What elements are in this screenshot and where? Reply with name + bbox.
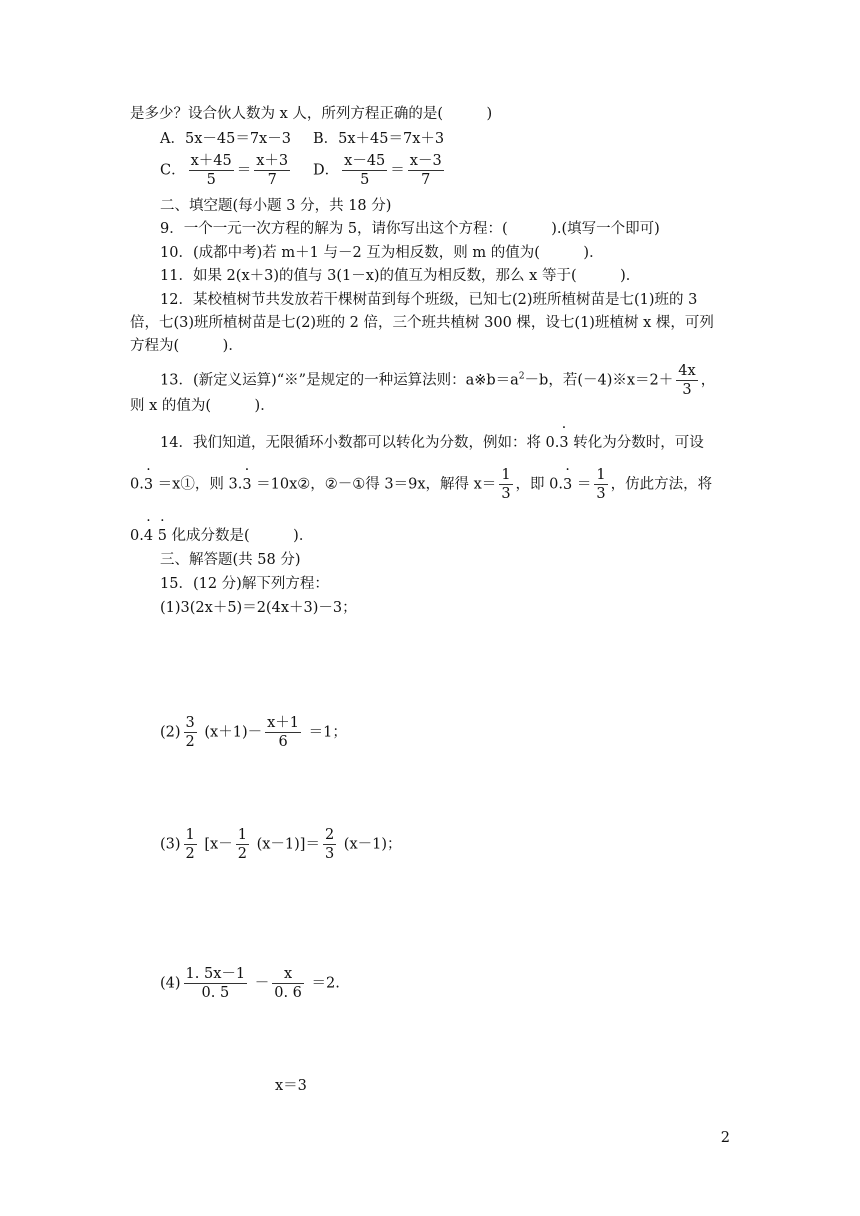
question-15-part3: (3) $\frac{1}{2}$ [x－ $\frac{1}{2}$ (x－1)]＝ $\frac{2}{3}$ (x－1)； bbox=[160, 827, 402, 862]
question-14-line2: 0.· 3 ＝x①，则 3.· 3 ＝10x②，②－①得 3＝9x，解得 x＝ $\frac{1}{3}$ ，即 0.· 3 ＝ $\frac{1}{3}$ ，仿此方法，将 bbox=[130, 466, 712, 503]
repeating-digit: · 3 bbox=[242, 475, 251, 495]
question-15-title: 15．(12 分)解下列方程： bbox=[160, 576, 329, 592]
q14-fraction-1: $\frac{1}{3}$ bbox=[501, 467, 511, 502]
q8-option-a: A．5x－45＝7x－3 bbox=[160, 131, 291, 147]
repeating-digit: · 5 bbox=[158, 526, 167, 546]
section-fill-in-heading: 二、填空题(每小题 3 分，共 18 分) bbox=[160, 198, 392, 214]
question-11: 11．如果 2(x＋3)的值与 3(1－x)的值互为相反数，那么 x 等于( )． bbox=[160, 268, 641, 284]
q8-d-frac1: $\frac{x-45}{5}$ bbox=[344, 153, 386, 188]
question-10: 10．(成都中考)若 m＋1 与－2 互为相反数，则 m 的值为( )． bbox=[160, 245, 604, 261]
q8-option-d: D． $\frac{x-45}{5}$ ＝ $\frac{x-3}{7}$ bbox=[313, 153, 442, 188]
question-14-line1: 14．我们知道，无限循环小数都可以转化为分数，例如：将 0.· 3 转化为分数时，可设 bbox=[160, 433, 704, 453]
q8-stem: 是多少？设合伙人数为 x 人，所列方程正确的是( ) bbox=[130, 106, 493, 122]
repeating-digit: · 4 bbox=[144, 526, 153, 546]
question-12-line3: 方程为( )． bbox=[130, 338, 243, 354]
repeating-digit: · 3 bbox=[563, 475, 572, 495]
q8-c-frac1: $\frac{x+45}{5}$ bbox=[190, 153, 232, 188]
question-13-line1: 13．(新定义运算)“※”是规定的一种运算法则：$a※b=a^2-b$，若(－4)※x＝2＋ $\frac{4x}{3}$ ， bbox=[160, 363, 716, 398]
q14-fraction-2: $\frac{1}{3}$ bbox=[596, 467, 606, 502]
q8-c-label: C． bbox=[160, 162, 186, 179]
question-9: 9．一个一元一次方程的解为 5，请你写出这个方程：( ).(填写一个即可) bbox=[160, 221, 660, 237]
repeating-digit: · 3 bbox=[559, 433, 568, 453]
q13-fraction: $\frac{4x}{3}$ bbox=[678, 363, 696, 398]
question-15-part1: (1)3(2x＋5)＝2(4x＋3)－3； bbox=[160, 600, 357, 616]
question-12-line2: 倍，七(3)班所植树苗是七(2)班的 2 倍，三个班共植树 300 棵，设七(1)班植树 x 棵，可列 bbox=[130, 315, 714, 331]
q8-c-frac2: $\frac{x+3}{7}$ bbox=[256, 153, 289, 188]
q13-superscript: 2 bbox=[518, 371, 525, 382]
question-15-part2: (2) $\frac{3}{2}$ (x＋1)－ $\frac{x+1}{6}$ ＝1； bbox=[160, 715, 347, 750]
question-14-line3: 0.· 4 · 5 化成分数是( )． bbox=[130, 526, 313, 546]
q8-d-label: D． bbox=[313, 162, 340, 179]
section-solve-heading: 三、解答题(共 58 分) bbox=[160, 552, 301, 568]
answer-text: x＝3 bbox=[275, 1078, 307, 1094]
q8-d-frac2: $\frac{x-3}{7}$ bbox=[409, 153, 442, 188]
question-13-line2: 则 x 的值为( )． bbox=[130, 398, 275, 414]
page-number: 2 bbox=[720, 1130, 730, 1146]
q8-option-c: C． $\frac{x+45}{5}$ ＝ $\frac{x+3}{7}$ bbox=[160, 153, 289, 188]
repeating-digit: · 3 bbox=[144, 475, 153, 495]
q8-option-b: B．5x＋45＝7x＋3 bbox=[313, 131, 445, 147]
question-15-part4: (4) $\frac{1. 5x-1}{0. 5}$ － $\frac{x}{0. 6}$ ＝2. bbox=[160, 966, 340, 1001]
question-12-line1: 12．某校植树节共发放若干棵树苗到每个班级，已知七(2)班所植树苗是七(1)班的 3 bbox=[160, 292, 698, 308]
